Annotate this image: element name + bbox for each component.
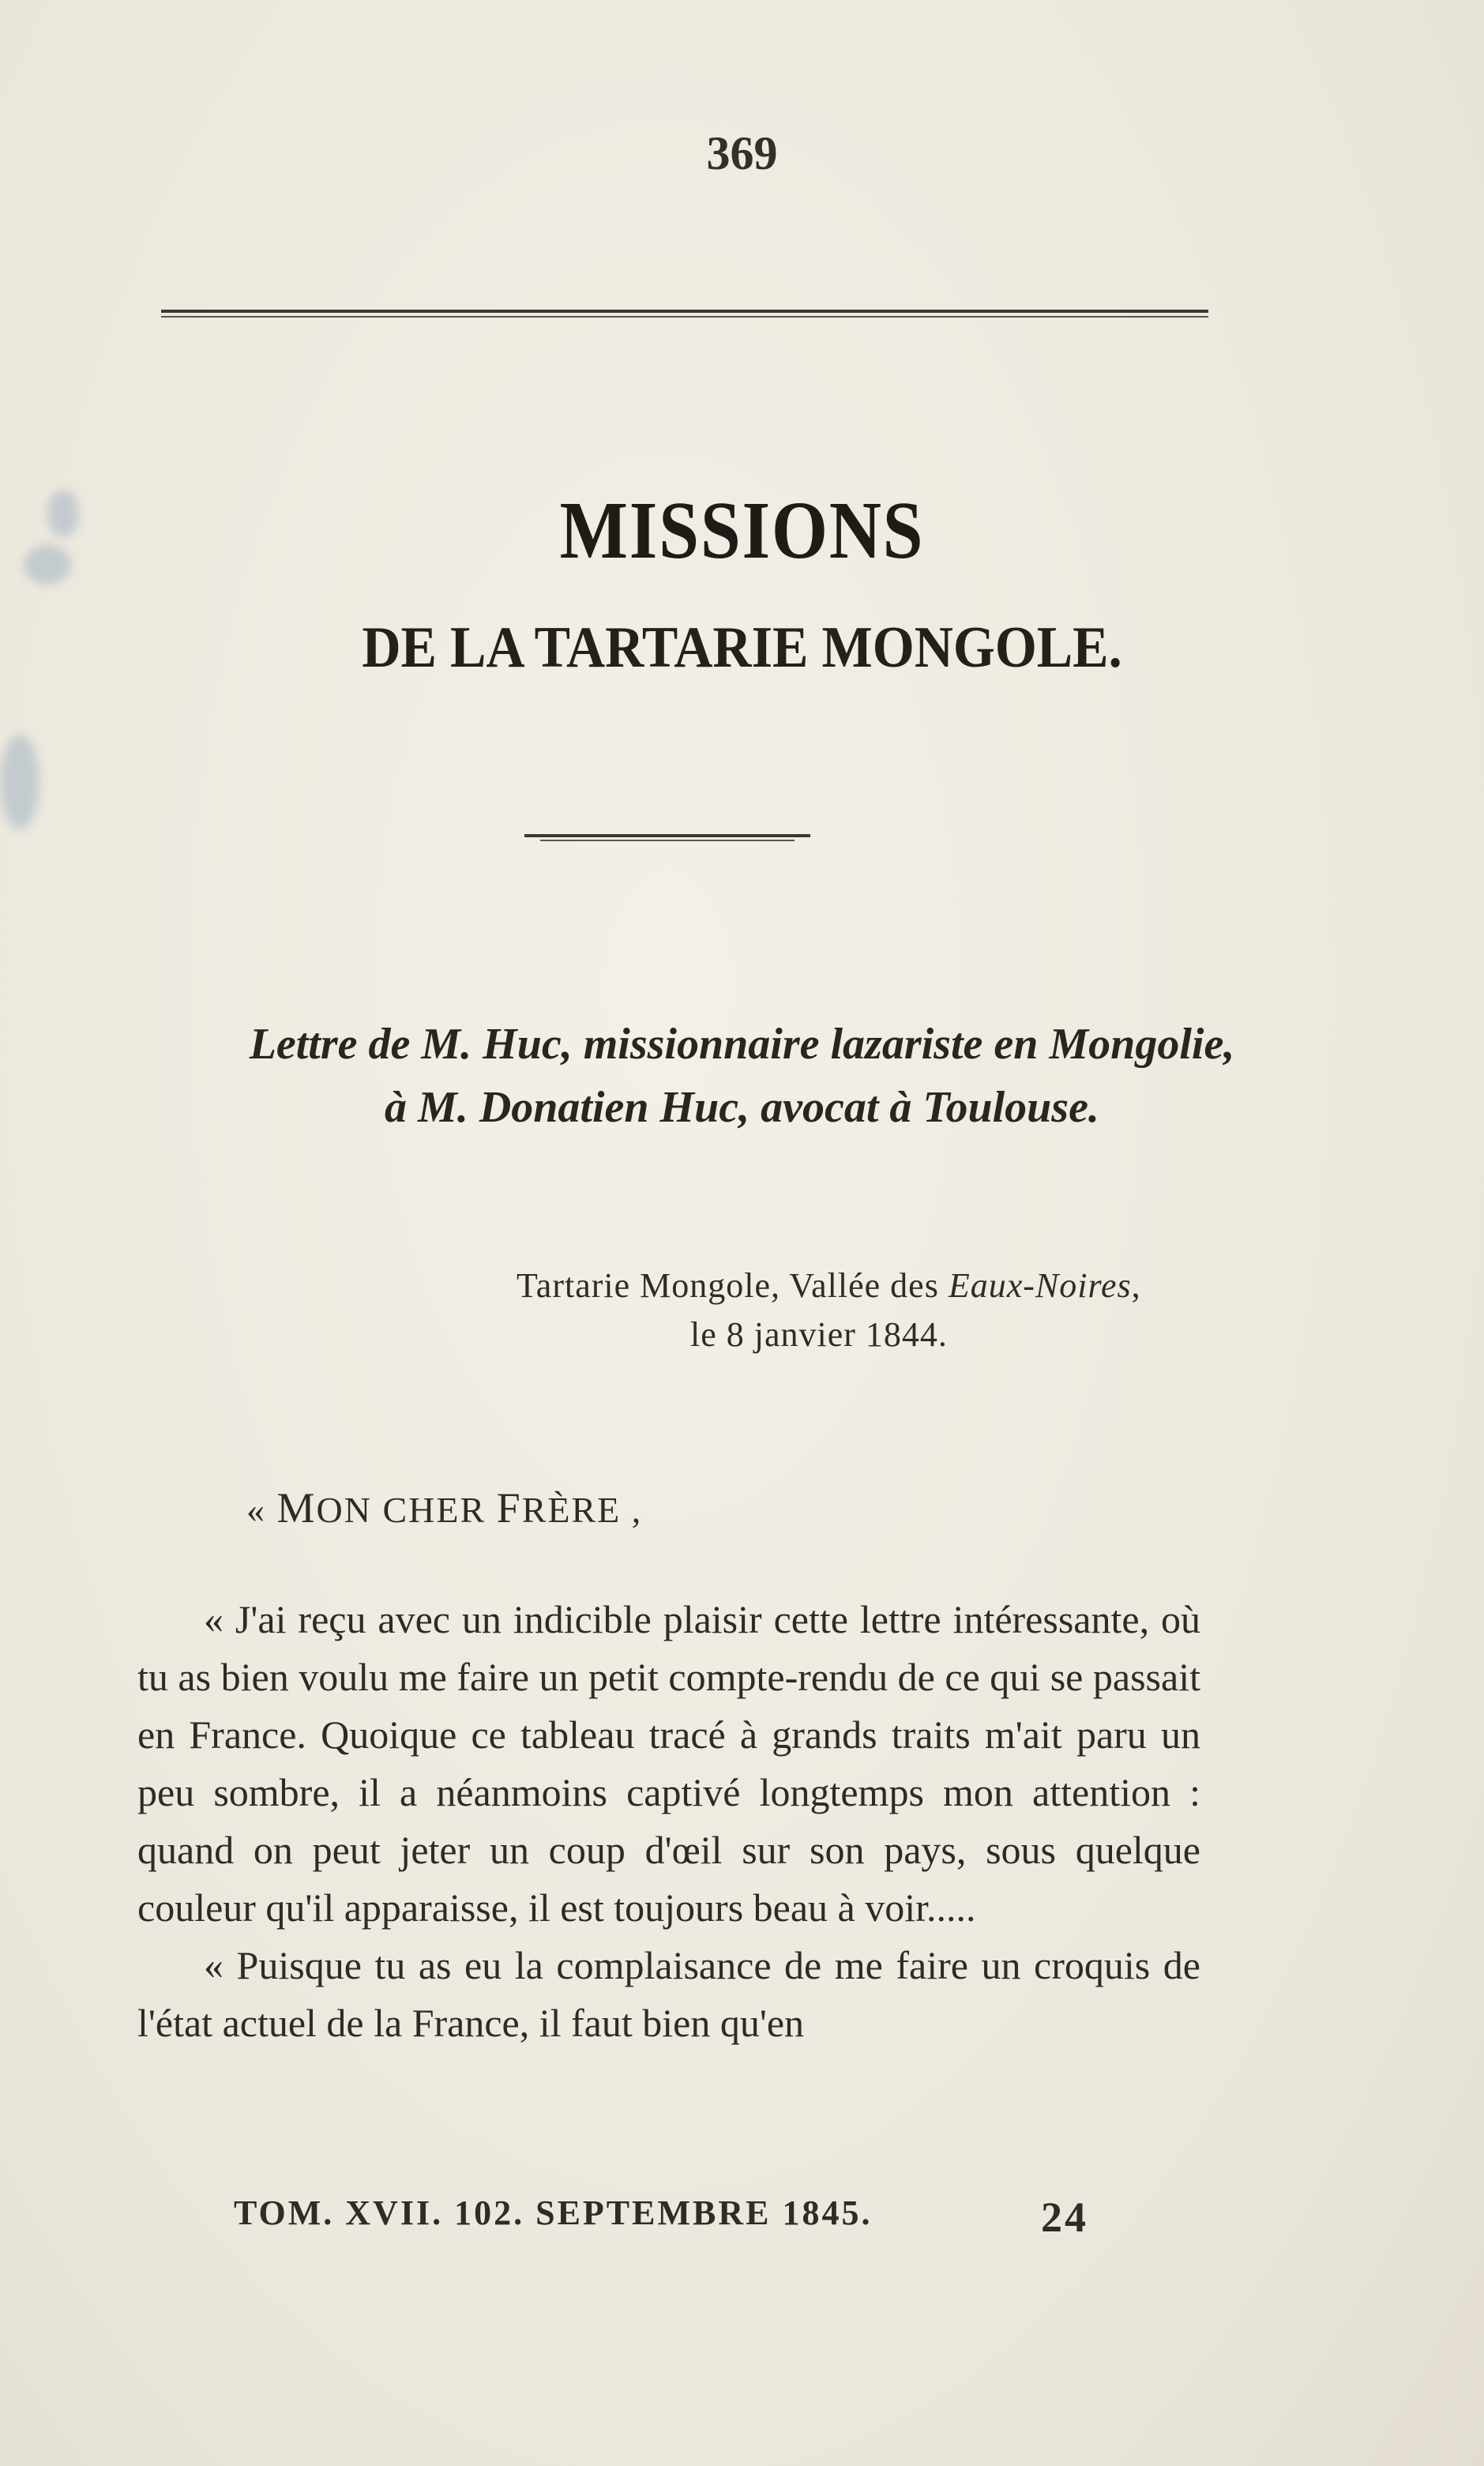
top-rule-divider (161, 310, 1208, 321)
dateline-place-italic: Eaux-Noires (948, 1266, 1132, 1305)
salutation-cap-2: F (496, 1484, 522, 1532)
salutation-cap-1: M (276, 1484, 317, 1532)
mid-rule-divider (524, 834, 810, 842)
dateline-date: le 8 janvier 1844. (690, 1315, 948, 1354)
page-title: MISSIONS (559, 485, 925, 576)
letter-heading-line-1: Lettre de M. Huc, missionnaire lazariste en Mongolie, (249, 1020, 1235, 1069)
ink-stain (24, 545, 71, 585)
salutation (246, 1483, 642, 1532)
letter-heading-line-2: à M. Donatien Huc, avocat à Toulouse. (385, 1083, 1099, 1132)
ink-stain (0, 735, 39, 829)
ink-stain (47, 490, 79, 537)
dateline-place-prefix: Tartarie Mongole, Vallée des (517, 1266, 949, 1305)
footer-volume-info: TOM. XVII. 102. SEPTEMBRE 1845. (234, 2193, 873, 2232)
footer-signature-mark: 24 (1041, 2193, 1088, 2241)
letter-body (137, 1591, 1200, 2052)
page-number: 369 (706, 127, 778, 179)
paragraph-2: « Puisque tu as eu la complaisance de me faire un croquis de l'état actuel de la France, il faut bien qu'en (137, 1943, 1200, 2045)
paragraph-1: « J'ai reçu avec un indicible plaisir cette lettre intéressante, où tu as bien voulu me faire un petit compte-rendu de ce qui se passait en France. Quoique ce tableau tracé à grands traits m'ait paru un peu sombre, il a néanmoins captivé longtemps mon attention : quand on peut jeter un coup d'œil sur son pays, sous quelque couleur qu'il apparaisse, il est toujours beau à voir..... (137, 1597, 1200, 1930)
salutation-rest-2: RÈRE , (521, 1490, 643, 1530)
salutation-open: « (246, 1490, 277, 1530)
salutation-rest-1: ON CHER (316, 1490, 497, 1530)
dateline-place (517, 1265, 1141, 1306)
page-subtitle: DE LA TARTARIE MONGOLE. (362, 615, 1122, 680)
dateline-place-suffix: , (1131, 1266, 1141, 1305)
